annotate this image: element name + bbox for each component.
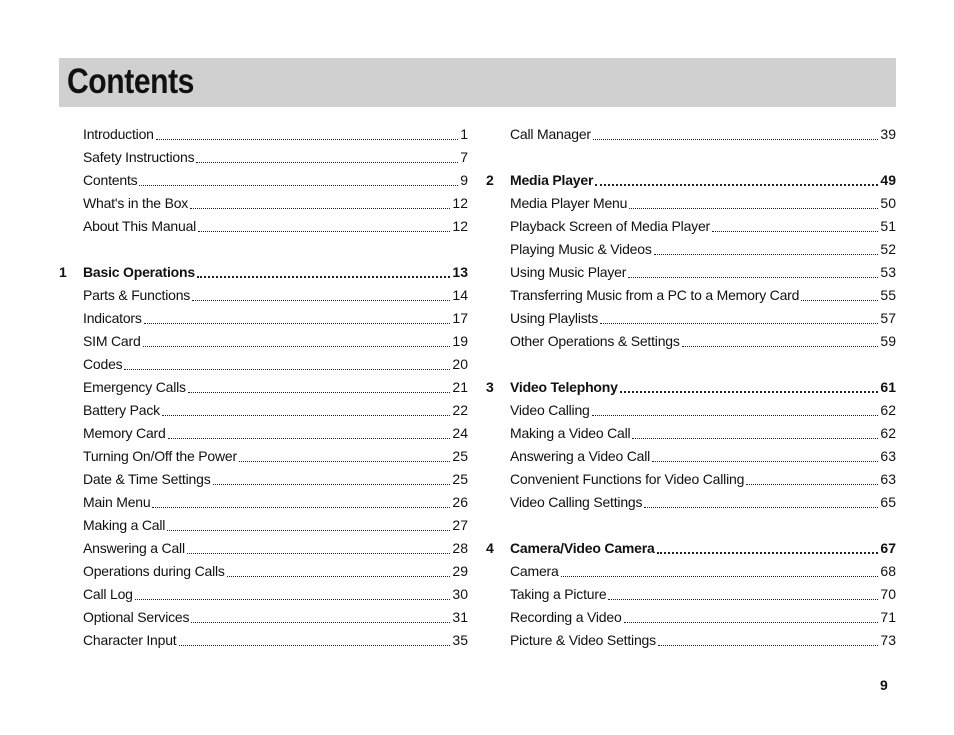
toc-entry	[83, 376, 468, 399]
toc-entry	[510, 445, 896, 468]
toc-entry-row[interactable]	[486, 238, 896, 261]
toc-entry-row[interactable]	[59, 284, 468, 307]
toc-chapter-row[interactable]	[486, 169, 896, 192]
toc-entry	[83, 606, 468, 629]
dot-leader	[124, 369, 450, 370]
toc-entry-page: 61	[880, 379, 896, 395]
toc-left-column	[59, 123, 468, 652]
toc-entry-row[interactable]	[59, 537, 468, 560]
toc-entry-page: 24	[452, 425, 468, 441]
toc-entry-page: 39	[880, 126, 896, 142]
toc-entry-page: 52	[880, 241, 896, 257]
dot-leader	[152, 507, 450, 508]
toc-right-column	[486, 123, 896, 652]
toc-entry-page: 27	[452, 517, 468, 533]
chapter-number: 4	[486, 540, 494, 556]
toc-entry	[83, 215, 468, 238]
toc-entry-page: 70	[880, 586, 896, 602]
toc-entry-page: 22	[452, 402, 468, 418]
dot-leader	[644, 507, 878, 508]
toc-entry	[83, 353, 468, 376]
toc-entry	[83, 537, 468, 560]
toc-entry-label: SIM Card	[83, 333, 141, 349]
toc-entry-label: Character Input	[83, 632, 177, 648]
toc-chapter-row[interactable]	[486, 376, 896, 399]
toc-entry	[510, 330, 896, 353]
dot-leader	[190, 208, 450, 209]
dot-leader	[191, 622, 450, 623]
toc-entry	[83, 629, 468, 652]
dot-leader	[654, 254, 879, 255]
dot-leader	[600, 323, 878, 324]
toc-entry	[83, 123, 468, 146]
toc-entry	[83, 491, 468, 514]
dot-leader	[179, 645, 451, 646]
chapter-number: 3	[486, 379, 494, 395]
toc-entry-row[interactable]	[59, 629, 468, 652]
toc-entry	[510, 468, 896, 491]
toc-entry-page: 1	[460, 126, 468, 142]
toc-entry-label: Media Player	[510, 172, 594, 188]
dot-leader	[187, 553, 451, 554]
toc-entry-row[interactable]	[59, 583, 468, 606]
dot-leader	[156, 139, 458, 140]
toc-entry-label: Playback Screen of Media Player	[510, 218, 711, 234]
toc-entry	[83, 399, 468, 422]
page-number: 9	[880, 677, 888, 693]
toc-entry-page: 29	[452, 563, 468, 579]
toc-entry-label: Contents	[83, 172, 138, 188]
dot-leader	[657, 552, 879, 554]
toc-entry-page: 53	[880, 264, 896, 280]
toc-entry-row[interactable]	[59, 123, 468, 146]
toc-entry-label: Answering a Call	[83, 540, 185, 556]
toc-entry-row[interactable]	[59, 215, 468, 238]
chapter-number: 1	[59, 264, 67, 280]
toc-entry-label: Optional Services	[83, 609, 190, 625]
toc-entry-row[interactable]	[59, 422, 468, 445]
toc-entry-page: 13	[452, 264, 468, 280]
toc-entry	[510, 399, 896, 422]
toc-entry-row[interactable]	[486, 422, 896, 445]
toc-entry-page: 9	[460, 172, 468, 188]
toc-entry-label: Playing Music & Videos	[510, 241, 652, 257]
toc-entry	[510, 422, 896, 445]
toc-entry-label: Video Telephony	[510, 379, 618, 395]
toc-entry-label: Recording a Video	[510, 609, 622, 625]
toc-entry-label: Media Player Menu	[510, 195, 628, 211]
toc-entry-label: Operations during Calls	[83, 563, 225, 579]
toc-entry-row[interactable]	[59, 330, 468, 353]
toc-entry-page: 65	[880, 494, 896, 510]
dot-leader	[198, 231, 450, 232]
dot-leader	[239, 461, 450, 462]
toc-chapter-row[interactable]	[486, 537, 896, 560]
toc-entry-page: 67	[880, 540, 896, 556]
toc-entry	[510, 307, 896, 330]
toc-entry-page: 19	[452, 333, 468, 349]
toc-entry-label: Making a Video Call	[510, 425, 631, 441]
toc-entry-label: Parts & Functions	[83, 287, 191, 303]
toc-entry-row[interactable]	[486, 445, 896, 468]
dot-leader	[624, 622, 879, 623]
toc-entry-row[interactable]	[59, 560, 468, 583]
toc-spacer	[486, 353, 896, 376]
dot-leader	[746, 484, 878, 485]
toc-entry-row[interactable]	[486, 215, 896, 238]
toc-entry	[83, 330, 468, 353]
toc-entry-label: Making a Call	[83, 517, 166, 533]
toc-entry	[510, 376, 896, 399]
dot-leader	[167, 530, 450, 531]
toc-entry-page: 62	[880, 425, 896, 441]
toc-entry-row[interactable]	[486, 560, 896, 583]
toc-entry-row[interactable]	[486, 468, 896, 491]
toc-entry-row[interactable]	[59, 468, 468, 491]
toc-entry-label: Convenient Functions for Video Calling	[510, 471, 745, 487]
toc-entry-page: 63	[880, 471, 896, 487]
toc-entry-label: Taking a Picture	[510, 586, 607, 602]
toc-entry-label: Call Manager	[510, 126, 591, 142]
toc-entry-row[interactable]	[59, 353, 468, 376]
dot-leader	[143, 346, 451, 347]
toc-entry-label: Other Operations & Settings	[510, 333, 680, 349]
dot-leader	[144, 323, 451, 324]
dot-leader	[628, 277, 878, 278]
toc-entry-label: Using Playlists	[510, 310, 599, 326]
toc-entry-label: Codes	[83, 356, 123, 372]
toc-spacer	[486, 514, 896, 537]
toc-spacer	[59, 238, 468, 261]
toc-entry-label: Camera/Video Camera	[510, 540, 655, 556]
toc-entry	[83, 261, 468, 284]
toc-entry-page: 57	[880, 310, 896, 326]
toc-entry-page: 25	[452, 471, 468, 487]
dot-leader	[213, 484, 451, 485]
toc-entry	[510, 537, 896, 560]
toc-entry	[510, 238, 896, 261]
toc-entry	[510, 606, 896, 629]
toc-entry-label: Basic Operations	[83, 264, 195, 280]
toc-entry-label: Call Log	[83, 586, 133, 602]
toc-entry-label: Answering a Video Call	[510, 448, 651, 464]
toc-entry	[83, 192, 468, 215]
toc-entry-row[interactable]	[59, 491, 468, 514]
toc-entry	[83, 422, 468, 445]
toc-entry	[83, 468, 468, 491]
toc-entry	[83, 583, 468, 606]
toc-entry-row[interactable]	[59, 606, 468, 629]
chapter-number: 2	[486, 172, 494, 188]
toc-entry	[510, 629, 896, 652]
toc-entry-label: Date & Time Settings	[83, 471, 211, 487]
toc-entry-row[interactable]	[59, 146, 468, 169]
toc-entry-page: 14	[452, 287, 468, 303]
toc-entry-page: 59	[880, 333, 896, 349]
toc-entry-row[interactable]	[59, 169, 468, 192]
dot-leader	[188, 392, 451, 393]
dot-leader	[632, 438, 878, 439]
toc-entry-row[interactable]	[486, 399, 896, 422]
toc-entry-page: 71	[880, 609, 896, 625]
toc-entry-label: About This Manual	[83, 218, 197, 234]
toc-entry-page: 73	[880, 632, 896, 648]
toc-entry-label: Video Calling	[510, 402, 590, 418]
toc-entry-row[interactable]	[486, 307, 896, 330]
toc-entry-page: 28	[452, 540, 468, 556]
toc-entry	[83, 146, 468, 169]
toc-entry	[83, 169, 468, 192]
toc-entry-label: Video Calling Settings	[510, 494, 643, 510]
dot-leader	[196, 162, 458, 163]
toc-entry	[83, 514, 468, 537]
toc-entry-row[interactable]	[59, 445, 468, 468]
toc-chapter-row[interactable]	[59, 261, 468, 284]
dot-leader	[192, 300, 450, 301]
toc-entry-row[interactable]	[486, 583, 896, 606]
dot-leader	[561, 576, 879, 577]
dot-leader	[592, 415, 879, 416]
toc-entry-page: 26	[452, 494, 468, 510]
toc-entry-page: 51	[880, 218, 896, 234]
toc-entry	[83, 560, 468, 583]
toc-entry-label: Main Menu	[83, 494, 151, 510]
toc-entry-row[interactable]	[59, 514, 468, 537]
toc-entry-page: 31	[452, 609, 468, 625]
toc-entry-label: Battery Pack	[83, 402, 160, 418]
toc-entry-page: 35	[452, 632, 468, 648]
dot-leader	[595, 184, 878, 186]
toc-entry-label: Turning On/Off the Power	[83, 448, 237, 464]
toc-entry	[510, 583, 896, 606]
toc-entry-page: 50	[880, 195, 896, 211]
toc-entry-label: Transferring Music from a PC to a Memory Card	[510, 287, 800, 303]
toc-entry	[510, 261, 896, 284]
toc-entry	[83, 307, 468, 330]
dot-leader	[682, 346, 879, 347]
toc-entry-page: 68	[880, 563, 896, 579]
dot-leader	[801, 300, 878, 301]
toc-entry	[510, 491, 896, 514]
toc-entry-page: 62	[880, 402, 896, 418]
toc-entry-label: Indicators	[83, 310, 142, 326]
dot-leader	[139, 185, 458, 186]
toc-entry-row[interactable]	[59, 307, 468, 330]
toc-entry-label: Safety Instructions	[83, 149, 195, 165]
toc-entry-page: 20	[452, 356, 468, 372]
toc-entry-label: Using Music Player	[510, 264, 627, 280]
toc-entry-row[interactable]	[486, 330, 896, 353]
dot-leader	[168, 438, 451, 439]
toc-entry-row[interactable]	[486, 261, 896, 284]
toc-entry-page: 17	[452, 310, 468, 326]
toc-entry-page: 7	[460, 149, 468, 165]
dot-leader	[658, 645, 879, 646]
toc-entry	[510, 284, 896, 307]
toc-entry-row[interactable]	[486, 123, 896, 146]
dot-leader	[227, 576, 451, 577]
toc-entry	[510, 560, 896, 583]
toc-entry-label: Camera	[510, 563, 559, 579]
toc-spacer	[486, 146, 896, 169]
toc-entry-label: What's in the Box	[83, 195, 189, 211]
toc-entry-row[interactable]	[486, 192, 896, 215]
toc-entry	[510, 123, 896, 146]
toc-entry	[83, 284, 468, 307]
toc-entry-row[interactable]	[59, 376, 468, 399]
dot-leader	[620, 391, 879, 393]
dot-leader	[135, 599, 451, 600]
toc-entry-page: 12	[452, 218, 468, 234]
toc-entry-page: 25	[452, 448, 468, 464]
toc-entry-row[interactable]	[486, 284, 896, 307]
title-bar	[59, 58, 896, 107]
dot-leader	[629, 208, 878, 209]
toc-entry-label: Picture & Video Settings	[510, 632, 656, 648]
toc-entry-row[interactable]	[59, 192, 468, 215]
toc-entry	[510, 215, 896, 238]
toc-entry-page: 12	[452, 195, 468, 211]
toc-entry-row[interactable]	[486, 606, 896, 629]
toc-entry-page: 21	[452, 379, 468, 395]
dot-leader	[712, 231, 878, 232]
dot-leader	[608, 599, 878, 600]
toc-entry	[510, 169, 896, 192]
toc-entry-row[interactable]	[59, 399, 468, 422]
toc-entry-row[interactable]	[486, 491, 896, 514]
dot-leader	[197, 276, 450, 278]
toc-entry-page: 63	[880, 448, 896, 464]
dot-leader	[593, 139, 879, 140]
toc-entry	[510, 192, 896, 215]
dot-leader	[162, 415, 450, 416]
toc-entry-page: 55	[880, 287, 896, 303]
toc-entry-page: 30	[452, 586, 468, 602]
toc-entry-label: Introduction	[83, 126, 154, 142]
toc-entry-page: 49	[880, 172, 896, 188]
toc-entry-row[interactable]	[486, 629, 896, 652]
dot-leader	[652, 461, 878, 462]
toc-entry	[83, 445, 468, 468]
toc-entry-label: Emergency Calls	[83, 379, 186, 395]
toc-entry-label: Memory Card	[83, 425, 166, 441]
page-title: Contents	[67, 62, 194, 101]
